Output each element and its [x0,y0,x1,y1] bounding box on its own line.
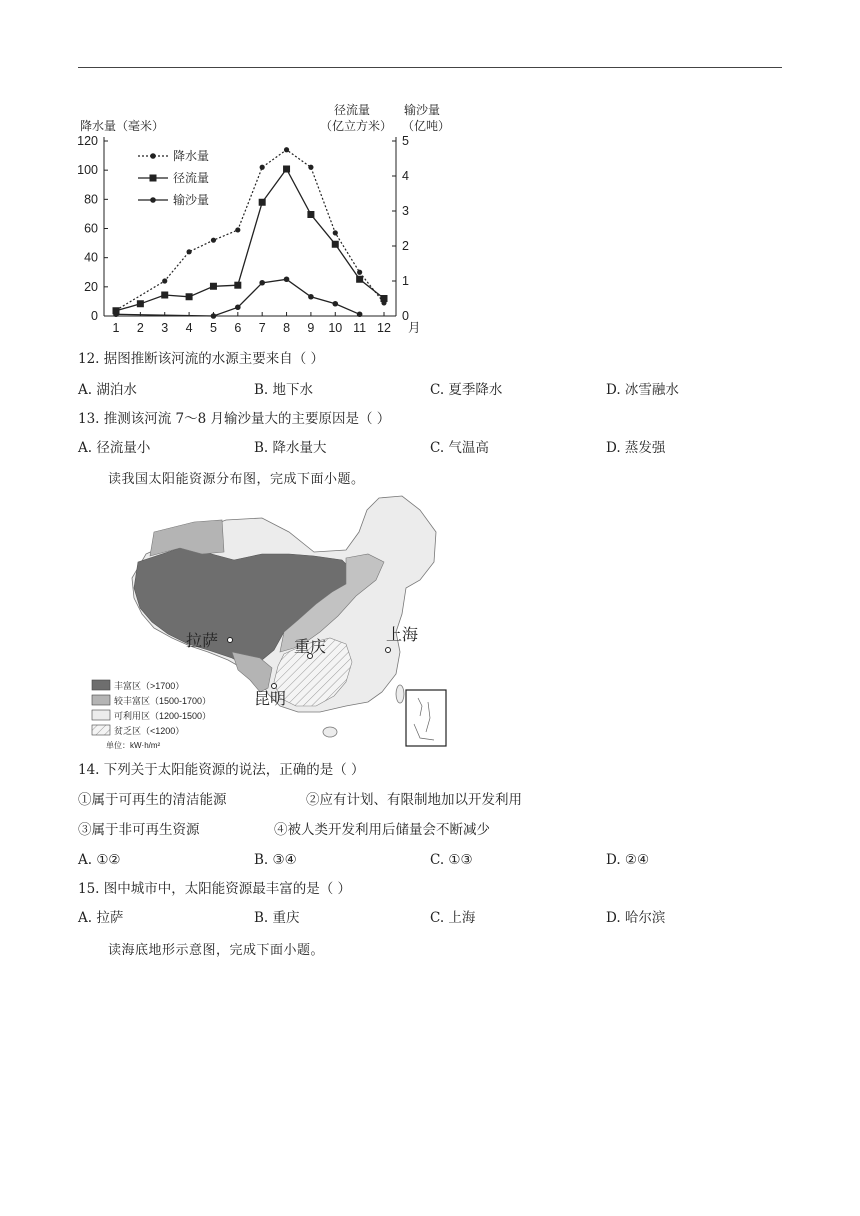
right-axis-label-1: 径流量 [334,103,371,117]
legend-rich: 丰富区（>1700） [114,681,185,691]
right-tick-label: 2 [402,239,409,253]
series-1-point [260,165,265,170]
q14-option-c[interactable]: C. ①③ [430,852,473,868]
legend-marker-1 [150,153,156,159]
q14-statement-3: ③属于非可再生资源 [78,822,200,838]
right-tick-label: 4 [402,169,409,183]
left-tick-label: 0 [91,309,98,323]
series-3-point [357,311,363,317]
series-2-point [356,276,363,283]
shanghai-marker [386,648,391,653]
series-1-point [235,227,240,232]
series-2-point [161,292,168,299]
city-chongqing: 重庆 [294,637,327,656]
q14-stem: 14. 下列关于太阳能资源的说法，正确的是（ ） [78,762,365,778]
intro-seafloor: 读海底地形示意图，完成下面小题。 [108,943,325,958]
right-axis-unit-1: （亿立方米） [320,119,393,133]
series-2-point [283,166,290,173]
legend-poor: 贫乏区（<1200） [114,726,185,736]
legend-unit: 单位：kW·h/m² [106,741,161,750]
q14-option-a[interactable]: A. ①② [78,852,121,868]
legend-label-3: 输沙量 [173,193,210,207]
q13-option-d[interactable]: D. 蒸发强 [606,440,666,456]
series-1-point [211,238,216,243]
series-line-1 [116,150,384,310]
header-rule [78,67,782,68]
q13-option-b[interactable]: B. 降水量大 [254,440,327,456]
right-tick-label: 0 [402,309,409,323]
x-tick-label: 4 [185,321,193,335]
series-2-point [210,283,217,290]
right-axis-unit-2: （亿吨） [402,119,451,133]
series-line-2 [116,169,384,311]
series-2-point [381,295,388,302]
q12-option-a[interactable]: A. 湖泊水 [78,382,137,398]
intro-solar: 读我国太阳能资源分布图，完成下面小题。 [108,472,365,487]
right-axis-label-2: 输沙量 [404,103,441,117]
q15-option-a[interactable]: A. 拉萨 [78,910,124,926]
left-tick-label: 100 [77,163,98,178]
q14-option-b[interactable]: B. ③④ [254,852,297,868]
x-tick-label: 8 [283,321,291,335]
map-hainan [323,727,337,737]
series-1-point [162,278,167,283]
legend-usable: 可利用区（1200-1500） [114,711,212,721]
x-tick-label: 6 [234,321,242,335]
x-tick-label: 5 [209,321,217,335]
legend-marker-3 [150,197,156,203]
right-tick-label: 5 [402,134,409,148]
left-tick-label: 40 [84,250,98,265]
legend-swatch-moderate [92,695,110,705]
series-2-point [307,211,314,218]
series-1-point [333,230,338,235]
city-kunming: 昆明 [254,689,287,708]
left-tick-label: 120 [77,134,98,148]
kunming-marker [272,684,277,689]
q14-statement-1: ①属于可再生的清洁能源 [78,792,227,808]
q14-statement-4: ④被人类开发利用后储量会不断减少 [274,822,490,838]
city-shanghai: 上海 [386,625,419,644]
q13-stem: 13. 推测该河流 7～8 月输沙量大的主要原因是（ ） [78,411,391,427]
series-2-point [332,241,339,248]
x-tick-label: 2 [136,321,144,335]
series-3-point [113,311,119,317]
series-2-point [137,300,144,307]
series-3-point [259,280,265,286]
x-axis-unit: 月 [408,321,421,335]
x-tick-label: 3 [161,321,169,335]
series-3-point [308,294,314,300]
x-tick-label: 7 [258,321,266,335]
right-tick-label: 3 [402,204,409,218]
left-tick-label: 80 [84,192,98,207]
q14-option-d[interactable]: D. ②④ [606,852,650,868]
legend-swatch-poor [92,725,110,735]
q15-option-b[interactable]: B. 重庆 [254,910,300,926]
left-tick-label: 60 [84,221,98,236]
series-1-point [284,147,289,152]
legend-swatch-rich [92,680,110,690]
solar-resource-map [84,492,454,754]
q12-option-c[interactable]: C. 夏季降水 [430,382,503,398]
map-inset-box [406,690,446,746]
q14-statement-2: ②应有计划、有限制地加以开发利用 [306,792,522,808]
series-1-point [357,270,362,275]
lhasa-marker [228,638,233,643]
x-tick-label: 10 [328,321,343,335]
series-3-point [284,276,290,282]
series-2-point [259,199,266,206]
river-chart [72,98,451,343]
q15-option-d[interactable]: D. 哈尔滨 [606,910,666,926]
series-3-point [332,301,338,307]
legend-swatch-usable [92,710,110,720]
series-1-point [308,165,313,170]
legend-marker-2 [150,175,157,182]
series-2-point [234,282,241,289]
series-2-point [186,293,193,300]
left-axis-label: 降水量（毫米） [80,119,165,133]
legend-moderate: 较丰富区（1500-1700） [114,696,212,706]
map-taiwan [396,685,404,703]
legend-label-1: 降水量 [173,149,210,163]
left-tick-label: 20 [84,279,98,294]
series-3-point [235,304,241,310]
q15-option-c[interactable]: C. 上海 [430,910,476,926]
x-tick-label: 11 [353,321,367,335]
q12-option-b[interactable]: B. 地下水 [254,382,314,398]
city-lhasa: 拉萨 [186,631,219,650]
q13-option-c[interactable]: C. 气温高 [430,440,489,456]
q13-option-a[interactable]: A. 径流量小 [78,440,151,456]
q15-stem: 15. 图中城市中，太阳能资源最丰富的是（ ） [78,881,352,897]
series-1-point [186,249,191,254]
legend-label-2: 径流量 [173,171,210,185]
right-tick-label: 1 [402,274,409,288]
series-3-point [211,313,217,319]
q12-option-d[interactable]: D. 冰雪融水 [606,382,679,398]
q12-stem: 12. 据图推断该河流的水源主要来自（ ） [78,351,325,367]
x-tick-label: 9 [307,321,315,335]
x-tick-label: 1 [112,321,120,335]
x-tick-label: 12 [377,321,391,335]
